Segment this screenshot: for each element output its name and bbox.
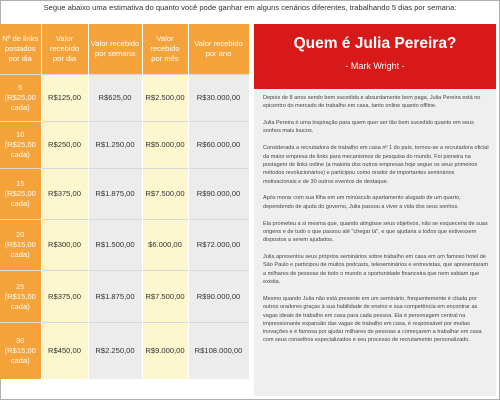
bio-paragraph: Ela prometeu a si mesma que, quando atingisse seus objetivos, não se esqueceria de suas origens e de tudo o que passou até "chegar lá", e que ajudaria a todos que estivessem dispostos a serem ajudados.	[263, 220, 488, 244]
links-cell: 30 (R$15,00 cada)	[0, 323, 41, 379]
day-cell: R$125,00	[41, 75, 88, 122]
day-cell: R$375,00	[41, 169, 88, 220]
bio-text	[263, 94, 489, 353]
links-cell: 10 (R$25,00 cada)	[0, 122, 41, 169]
bio-card-header	[254, 24, 496, 89]
col-header-year: Valor recebido por ano	[188, 24, 249, 75]
table-row	[0, 122, 249, 169]
links-cell: 15 (R$25,00 cada)	[0, 169, 41, 220]
table-row	[0, 271, 249, 323]
week-cell: R$1.875,00	[88, 271, 142, 323]
bio-paragraph: Considerada a recrutadora de trabalho em casa nº 1 do país, tornou-se a recrutadora oficial da maior empresa de links para mecanismos de pesquisa do mundo. Foi pioneira na postagem de links online (a maioria dos outros empresas hoje segue os seus primeiros métodos revolucionários) e participou como orador de importantes seminários motivacionais e de 30 outros eventos de destaque.	[263, 145, 489, 185]
day-cell: R$375,00	[41, 271, 88, 323]
week-cell: R$625,00	[88, 75, 142, 122]
table-row	[0, 323, 249, 379]
bio-card	[254, 24, 496, 396]
month-cell: R$7.500,00	[142, 271, 188, 323]
year-cell: R$30.000,00	[188, 75, 249, 122]
table-row	[0, 220, 249, 271]
col-header-month: Valor recebido por mês	[142, 24, 188, 75]
year-cell: R$108.000,00	[188, 323, 249, 379]
table-header-row	[0, 24, 249, 75]
month-cell: R$5.000,00	[142, 122, 188, 169]
month-cell: $6.000,00	[142, 220, 188, 271]
table-row	[0, 169, 249, 220]
col-header-week: Valor recebido por semana	[88, 24, 142, 75]
year-cell: R$72.000,00	[188, 220, 249, 271]
week-cell: R$2.250,00	[88, 323, 142, 379]
month-cell: R$7.500,00	[142, 169, 188, 220]
week-cell: R$1.250,00	[88, 122, 142, 169]
month-cell: R$9.000,00	[142, 323, 188, 379]
bio-paragraph: Julia apresentou seus próprios seminários sobre trabalho em casa em um famoso hotel de São Paulo e participou de muitos podcasts, teleseminários e entrevistas, que apresentaram a milhares de pessoas de todo o mundo a oportunidade financeira que nem sabiam que existia.	[263, 254, 489, 286]
table-row	[0, 75, 249, 122]
bio-title: Quem é Julia Pereira?	[293, 35, 457, 52]
day-cell: R$450,00	[41, 323, 88, 379]
week-cell: R$1.875,00	[88, 169, 142, 220]
bio-paragraph: Julia Pereira é uma inspiração para quem quer ser tão bem sucedido quanto em seus sonhos mais loucos.	[263, 120, 474, 135]
week-cell: R$1.500,00	[88, 220, 142, 271]
col-header-day: Valor recebido por dia	[41, 24, 88, 75]
day-cell: R$250,00	[41, 122, 88, 169]
bio-paragraph: Depois de 8 anos sendo bem sucedida e absurdamente bem paga, Julia Pereira está no epicentro do mercado de trabalho em casa, tanto online quanto offline.	[263, 95, 481, 110]
month-cell: R$2.500,00	[142, 75, 188, 122]
bio-paragraph: Mesmo quando Julia não está presente em um seminário, frequentemente é citada por outros oradores graças à sua habilidade de ensino e sua competência em encontrar as vagas ideais de trabalho em casa para cada pessoa. Ela é personagem central na impressionante expansão das vagas de trabalho em casa, é responsável por muitas inovações e é famosa por ajudar milhares de pessoas a começarem a trabalhar em casa com seus conselhos especializados e seu processo de recrutamento personalizado.	[263, 295, 482, 344]
intro-text: Segue abaixo uma estimativa do quanto você pode ganhar em alguns cenários diferentes, trabalhando 5 dias por semana:	[43, 3, 457, 12]
col-header-links: Nº de links postados por dia	[0, 24, 41, 75]
year-cell: R$90.000,00	[188, 169, 249, 220]
links-cell: 25 (R$15,00 cada)	[0, 271, 41, 323]
day-cell: R$300,00	[41, 220, 88, 271]
bio-paragraph: Após morar com sua filha em um minúsculo apartamento alugado de um quarto, dependendo de ajuda do governo, Julia passou a viver a vida dos seus sonhos.	[263, 195, 461, 210]
year-cell: R$60.000,00	[188, 122, 249, 169]
year-cell: R$90.000,00	[188, 271, 249, 323]
earnings-table	[0, 24, 250, 379]
links-cell: 20 (R$15,00 cada)	[0, 220, 41, 271]
links-cell: 5 (R$25,00 cada)	[0, 75, 41, 122]
bio-author: - Mark Wright -	[345, 61, 405, 71]
